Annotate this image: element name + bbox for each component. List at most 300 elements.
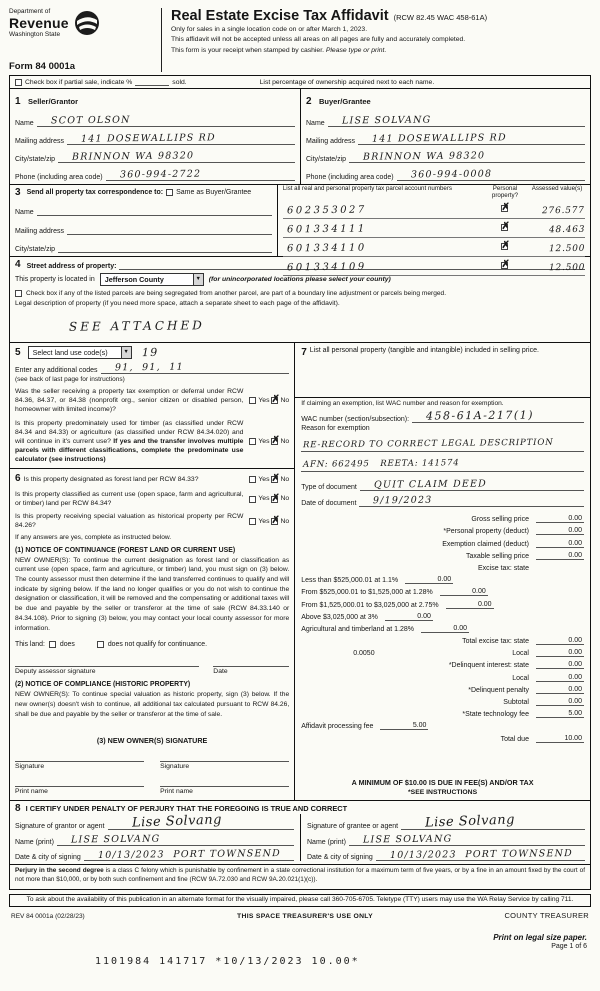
exemption-deferral-yesno bbox=[249, 387, 289, 415]
land-use-dropdown[interactable] bbox=[28, 346, 132, 359]
yes-label: Yes bbox=[258, 475, 270, 483]
fee-amount-value: 0.00 bbox=[472, 588, 486, 596]
fee-amount-field bbox=[536, 527, 584, 535]
fee-label: Local bbox=[512, 650, 529, 658]
deputy-signature-lines bbox=[15, 658, 289, 667]
print-note-block bbox=[9, 933, 591, 950]
seller-name-label: Name bbox=[15, 120, 34, 127]
forest-yes-checkbox[interactable] bbox=[249, 476, 256, 483]
additional-codes-field[interactable] bbox=[101, 362, 290, 374]
historic-property-question bbox=[15, 512, 289, 530]
checkbox-x-mark: ✗ bbox=[501, 220, 510, 232]
no-label: No bbox=[280, 495, 290, 503]
current-use-question bbox=[15, 490, 289, 508]
checkbox-x-mark: ✗ bbox=[501, 239, 510, 251]
fee-amount-field bbox=[421, 625, 469, 633]
page-title: Real Estate Excise Tax Affidavit bbox=[171, 8, 389, 24]
buyer-mailing-value: 141 DOSEWALLIPS RD bbox=[371, 132, 507, 145]
header-note-1: Only for sales in a single location code on or after March 1, 2023. bbox=[171, 26, 368, 33]
fee-amount-field bbox=[536, 674, 584, 682]
personal-property-checkbox[interactable] bbox=[501, 220, 510, 232]
fee-row bbox=[301, 682, 584, 694]
personal-property-checkbox[interactable] bbox=[501, 201, 510, 213]
grantee-date-city-field[interactable] bbox=[376, 849, 585, 861]
current-use-no-checkbox[interactable] bbox=[271, 492, 280, 504]
no-label: No bbox=[280, 517, 290, 525]
historic-no-checkbox[interactable] bbox=[271, 514, 280, 526]
forest-question-text: Is this property designated as forest land per RCW 84.33? bbox=[23, 476, 199, 484]
type-of-document-label: Type of document bbox=[301, 484, 357, 491]
timber-agriculture-yesno bbox=[249, 419, 289, 465]
notice-compliance-title: (2) NOTICE OF COMPLIANCE (HISTORIC PROPERTY) bbox=[15, 681, 191, 689]
county-selected-value: Jefferson County bbox=[104, 275, 164, 284]
grantor-print-name-label: Name (print) bbox=[15, 838, 54, 846]
fee-amount-value: 5.00 bbox=[568, 710, 582, 718]
personal-property-cell bbox=[484, 238, 526, 256]
dept-line1: Department of bbox=[9, 8, 51, 15]
exemption-deferral-question-text: Was the seller receiving a property tax exemption or deferral under RCW 84.36, 84.37, or 84.38 (nonprofit org., senior citizen or disabled person, homeowner with limited income)? bbox=[15, 388, 244, 414]
buyer-name-field[interactable] bbox=[328, 115, 585, 127]
yes-label: Yes bbox=[258, 397, 270, 405]
corr-city-label: City/state/zip bbox=[15, 245, 56, 253]
fee-row bbox=[301, 694, 584, 706]
timber-question-bold: If yes and the transfer involves multiple parcels with different classifications, complete the predominate use calculator (see instructions) bbox=[15, 437, 244, 464]
section-2-number: 2 bbox=[306, 96, 312, 107]
designation-section bbox=[10, 468, 294, 800]
owner-signature-field-1[interactable] bbox=[15, 752, 144, 762]
section-1-number: 1 bbox=[15, 96, 21, 107]
fee-label: Total due bbox=[500, 735, 529, 743]
owner-print-name-field-2[interactable] bbox=[160, 777, 289, 787]
assessed-value: 12.500 bbox=[548, 243, 586, 254]
yes-label: Yes bbox=[258, 517, 270, 525]
exemption-deferral-question bbox=[15, 387, 289, 415]
fee-label: *Personal property (deduct) bbox=[443, 528, 529, 536]
grantee-print-name-label: Name (print) bbox=[307, 838, 346, 846]
fee-amount-value: 0.00 bbox=[568, 637, 582, 645]
parcel-number-value: 601334109 bbox=[286, 261, 367, 274]
county-dropdown[interactable] bbox=[100, 273, 204, 286]
main-columns-row bbox=[10, 343, 590, 801]
grantee-signature-label: Signature of grantee or agent bbox=[307, 823, 399, 830]
forest-land-question-text bbox=[15, 472, 247, 486]
corr-mailing-field[interactable] bbox=[67, 226, 272, 235]
yes-label: Yes bbox=[258, 437, 270, 445]
grantor-certification bbox=[15, 814, 300, 861]
afn-field[interactable] bbox=[301, 453, 584, 472]
wac-number-label: WAC number (section/subsection): bbox=[301, 416, 410, 423]
parties-row bbox=[10, 89, 590, 185]
fee-label: Exemption claimed (deduct) bbox=[442, 540, 529, 548]
fee-prefix: 0.0050 bbox=[353, 650, 375, 658]
header-note-2: This affidavit will not be accepted unless all areas on all pages are fully and accurately completed. bbox=[171, 36, 466, 44]
checkbox-x-mark: ✗ bbox=[501, 201, 510, 213]
does-not-checkbox[interactable] bbox=[97, 641, 104, 648]
fee-amount-value: 0.00 bbox=[417, 612, 431, 620]
signature-label: Signature bbox=[160, 763, 190, 770]
fee-amount-value: 0.00 bbox=[437, 576, 452, 584]
owner-print-name-field-1[interactable] bbox=[15, 777, 144, 787]
assessed-values-header: Assessed value(s) bbox=[531, 185, 583, 192]
timber-yes-checkbox[interactable] bbox=[249, 438, 256, 445]
ownership-percentage-note: List percentage of ownership acquired next to each name. bbox=[259, 78, 435, 86]
assessed-value-field[interactable] bbox=[529, 219, 585, 237]
reason-exemption-value: RE-RECORD TO CORRECT LEGAL DESCRIPTION bbox=[303, 437, 554, 451]
personal-property-cell bbox=[484, 200, 526, 218]
fee-label: From $525,000.01 to $1,525,000 at 1.28% bbox=[301, 589, 433, 597]
header-note-3 bbox=[171, 47, 591, 55]
fee-label: Excise tax: state bbox=[478, 564, 529, 572]
parcel-numbers-header: List all real and personal property tax parcel account numbers bbox=[282, 185, 453, 192]
fee-row bbox=[301, 730, 584, 742]
fee-amount-value: 0.00 bbox=[568, 685, 582, 693]
grantor-date-city-field[interactable] bbox=[84, 849, 294, 861]
buyer-mailing-field[interactable] bbox=[358, 133, 585, 145]
grantee-print-name-field[interactable] bbox=[349, 834, 585, 846]
fee-amount-field bbox=[380, 722, 428, 730]
fee-label: Taxable selling price bbox=[465, 552, 529, 560]
sold-label: sold. bbox=[172, 78, 187, 86]
same-as-buyer-label: Same as Buyer/Grantee bbox=[176, 189, 252, 196]
notice-compliance-body: NEW OWNER(S): To continue special valuation as historic property, sign (3) below. If the new owner(s) doesn't wish to continue, all additional tax calculated pursuant to RCW 84.26, shall be due and payable by the seller or transferor at the time of sale. bbox=[15, 691, 290, 718]
chevron-down-icon[interactable]: ▼ bbox=[121, 347, 131, 358]
partial-percent-field[interactable] bbox=[135, 78, 169, 86]
personal-property-checkbox[interactable] bbox=[501, 258, 510, 270]
partial-sale-row bbox=[10, 76, 590, 89]
reason-exemption-label: Reason for exemption bbox=[301, 425, 370, 432]
additional-codes-label: Enter any additional codes bbox=[15, 367, 98, 374]
yes-label: Yes bbox=[258, 495, 270, 503]
segregated-checkbox[interactable] bbox=[15, 290, 22, 297]
grantee-date-city-value: 10/13/2023 PORT TOWNSEND bbox=[389, 848, 573, 861]
wac-number-field[interactable] bbox=[412, 409, 584, 423]
agency-block bbox=[9, 8, 161, 72]
assessed-value: 48.463 bbox=[548, 224, 586, 235]
grantee-certification bbox=[300, 814, 585, 861]
seller-title: Seller/Grantor bbox=[28, 97, 79, 106]
section-8-number: 8 bbox=[15, 803, 21, 814]
grantor-signature-field[interactable] bbox=[108, 814, 294, 830]
fee-row bbox=[301, 609, 584, 621]
assessed-value: 276.577 bbox=[542, 205, 586, 216]
land-use-section bbox=[10, 343, 294, 468]
type-of-document-value: QUIT CLAIM DEED bbox=[373, 478, 487, 491]
fee-amount-value: 0.00 bbox=[568, 539, 582, 547]
parcel-number-field[interactable] bbox=[283, 238, 481, 256]
section-6-number: 6 bbox=[15, 473, 21, 485]
checkbox-x-mark: ✗ bbox=[271, 394, 280, 406]
same-as-buyer-checkbox[interactable] bbox=[166, 189, 173, 196]
form-revision: REV 84 0001a (02/28/23) bbox=[11, 912, 85, 920]
buyer-mailing-label: Mailing address bbox=[306, 138, 356, 145]
fee-row bbox=[301, 535, 584, 547]
current-use-yesno bbox=[249, 490, 289, 508]
certification-title: I CERTIFY UNDER PENALTY OF PERJURY THAT THE FOREGOING IS TRUE AND CORRECT bbox=[25, 804, 348, 813]
buyer-section bbox=[300, 89, 590, 184]
no-label: No bbox=[280, 437, 290, 445]
corr-name-field[interactable] bbox=[37, 207, 272, 216]
parcel-number-value: 601334111 bbox=[286, 223, 367, 236]
minimum-due-note: A MINIMUM OF $10.00 IS DUE IN FEE(S) AND/OR TAX bbox=[351, 778, 534, 787]
fee-label: Total excise tax: state bbox=[462, 638, 529, 646]
fee-amount-field bbox=[405, 576, 453, 584]
seller-city-label: City/state/zip bbox=[15, 156, 56, 163]
signature-label: Signature bbox=[15, 763, 45, 770]
fee-row bbox=[301, 511, 584, 523]
fee-amount-field bbox=[536, 540, 584, 548]
reason-exemption-field[interactable] bbox=[301, 433, 584, 452]
deputy-signature-label: Deputy assessor signature bbox=[15, 668, 96, 676]
historic-yes-checkbox[interactable] bbox=[249, 518, 256, 525]
fee-amount-value: 0.00 bbox=[568, 527, 582, 535]
current-use-yes-checkbox[interactable] bbox=[249, 496, 256, 503]
grantee-date-city-label: Date & city of signing bbox=[307, 854, 373, 861]
parcel-table bbox=[277, 185, 590, 274]
header-note-3-italic: Please type or print. bbox=[325, 46, 387, 54]
fee-amount-field bbox=[536, 735, 584, 743]
seller-city-field[interactable] bbox=[58, 151, 295, 163]
fee-amount-field bbox=[536, 661, 584, 669]
fee-row bbox=[301, 645, 584, 657]
section-5-number: 5 bbox=[15, 347, 21, 358]
forest-no-checkbox[interactable] bbox=[271, 472, 280, 484]
fee-label: Subtotal bbox=[503, 699, 529, 706]
no-label: No bbox=[280, 475, 290, 483]
dept-line3: Washington State bbox=[9, 31, 61, 38]
buyer-phone-label: Phone (including area code) bbox=[306, 174, 394, 181]
grantee-signature-field[interactable] bbox=[401, 814, 585, 830]
exemption-deferral-no-checkbox[interactable] bbox=[271, 394, 280, 406]
grantor-date-city-value: 10/13/2023 PORT TOWNSEND bbox=[97, 848, 281, 861]
timber-agriculture-question-text bbox=[15, 419, 247, 465]
seller-phone-label: Phone (including area code) bbox=[15, 174, 103, 181]
exemption-block bbox=[301, 398, 584, 472]
fee-row bbox=[301, 596, 584, 608]
chevron-down-icon[interactable]: ▼ bbox=[193, 274, 203, 285]
seller-name-value: SCOT OLSON bbox=[50, 114, 131, 127]
fee-amount-value: 0.00 bbox=[568, 673, 582, 681]
fee-amount-field bbox=[536, 552, 584, 560]
corr-mailing-label: Mailing address bbox=[15, 227, 65, 235]
parcel-row bbox=[283, 238, 585, 257]
fee-amount-field bbox=[536, 649, 584, 657]
tax-section bbox=[294, 343, 590, 800]
assessed-value-field[interactable] bbox=[529, 238, 585, 256]
fee-amount-value: 0.00 bbox=[568, 698, 582, 705]
fee-amount-value: 0.00 bbox=[568, 661, 582, 669]
personal-property-cell bbox=[484, 219, 526, 237]
seller-phone-field[interactable] bbox=[106, 169, 295, 181]
new-owner-signature-block bbox=[15, 736, 289, 795]
title-block bbox=[161, 8, 591, 72]
checkbox-x-mark: ✗ bbox=[271, 434, 280, 446]
title-rcw-reference: (RCW 82.45 WAC 458-61A) bbox=[393, 13, 488, 22]
parcel-number-field[interactable] bbox=[283, 219, 481, 237]
legal-description-field[interactable] bbox=[57, 319, 585, 333]
form-header bbox=[9, 8, 591, 72]
parcel-row bbox=[283, 219, 585, 238]
legal-description-value: SEE ATTACHED bbox=[68, 318, 205, 334]
parcel-row bbox=[283, 200, 585, 219]
owner-signature-field-2[interactable] bbox=[160, 752, 289, 762]
print-legal-note: Print on legal size paper. bbox=[493, 932, 587, 942]
buyer-city-field[interactable] bbox=[349, 151, 585, 163]
buyer-title: Buyer/Grantee bbox=[319, 97, 371, 106]
forest-land-yesno bbox=[249, 472, 289, 486]
fee-row bbox=[301, 718, 584, 730]
fee-label: Affidavit processing fee bbox=[301, 723, 374, 731]
corr-name-label: Name bbox=[15, 209, 34, 217]
deputy-signature-field[interactable] bbox=[15, 658, 199, 667]
personal-property-checkbox[interactable] bbox=[501, 239, 510, 251]
corr-city-field[interactable] bbox=[58, 244, 272, 253]
fee-label: Gross selling price bbox=[471, 516, 529, 524]
fee-label: *State technology fee bbox=[462, 711, 529, 719]
does-checkbox[interactable] bbox=[49, 641, 56, 648]
fee-amount-field bbox=[440, 588, 488, 596]
timber-no-checkbox[interactable] bbox=[271, 434, 280, 446]
certification-section bbox=[10, 801, 590, 865]
deputy-date-field[interactable] bbox=[213, 658, 289, 667]
type-of-document-field[interactable] bbox=[360, 479, 584, 491]
timber-agriculture-question bbox=[15, 419, 289, 465]
print-name-label: Print name bbox=[160, 788, 193, 795]
fee-label: *Delinquent interest: state bbox=[448, 662, 529, 670]
fee-label: *Delinquent penalty bbox=[468, 686, 529, 694]
checkbox-x-mark: ✗ bbox=[501, 258, 510, 270]
revenue-logo-icon bbox=[74, 10, 100, 36]
minimum-due-block bbox=[301, 778, 584, 796]
page-number: Page 1 of 6 bbox=[551, 942, 587, 950]
this-land-row bbox=[15, 641, 289, 648]
fee-row bbox=[301, 560, 584, 572]
seller-city-value: BRINNON WA 98320 bbox=[72, 150, 195, 163]
parcel-number-value: 601334110 bbox=[286, 242, 367, 255]
land-use-dropdown-label: Select land use code(s) bbox=[32, 348, 108, 357]
cashier-receipt-stamp: 1101984 141717 *10/13/2023 10.00* bbox=[95, 955, 360, 967]
located-in-label: This property is located in bbox=[15, 276, 95, 283]
personal-property-list-field[interactable] bbox=[301, 359, 584, 397]
if-yes-note: If any answers are yes, complete as instructed below. bbox=[15, 533, 172, 541]
wac-number-value: 458-61A-217(1) bbox=[426, 408, 535, 423]
historic-yesno bbox=[249, 512, 289, 530]
checkbox-x-mark: ✗ bbox=[271, 492, 280, 504]
does-label: does bbox=[59, 641, 75, 649]
buyer-city-label: City/state/zip bbox=[306, 156, 347, 163]
date-of-document-value: 9/19/2023 bbox=[373, 494, 434, 507]
county-note: (for unincorporated locations please select your county) bbox=[208, 276, 391, 283]
county-treasurer-label: COUNTY TREASURER bbox=[504, 910, 589, 920]
print-name-label: Print name bbox=[15, 788, 48, 795]
correspondence-title: Send all property tax correspondence to: bbox=[26, 189, 164, 196]
grantee-signature-value: Lise Solvang bbox=[424, 812, 516, 831]
see-back-note: (see back of last page for instructions) bbox=[15, 376, 125, 383]
personal-property-list-label: List all personal property (tangible and intangible) included in selling price. bbox=[309, 347, 539, 354]
fee-amount-value: 0.00 bbox=[568, 515, 582, 523]
fee-label: Local bbox=[512, 674, 529, 682]
header-note-3-text: This form is your receipt when stamped by cashier. bbox=[171, 46, 324, 54]
fee-amount-value: 10.00 bbox=[564, 734, 582, 742]
street-address-label: Street address of property: bbox=[26, 263, 117, 270]
fee-amount-value: 0.00 bbox=[453, 624, 468, 632]
dept-line2: Revenue bbox=[9, 15, 69, 31]
fee-amount-field bbox=[446, 601, 494, 609]
fee-amount-value: 0.00 bbox=[568, 649, 582, 657]
perjury-text: is a class C felony which is punishable by confinement in a state correctional institution for a maximum term of five years, or by a fine in an amount fixed by the court of not more than $10,000, or by both such confinement and fine (RCW 9A.72.030 and RCW 9A.20.021(1)(c)). bbox=[15, 867, 585, 883]
additional-codes-value: 91, 91, 11 bbox=[114, 361, 184, 374]
grantor-signature-value: Lise Solvang bbox=[131, 812, 222, 831]
grantor-date-city-label: Date & city of signing bbox=[15, 854, 81, 861]
parcel-number-field[interactable] bbox=[283, 200, 481, 218]
fee-amount-value: 0.00 bbox=[568, 551, 582, 559]
assessed-value-field[interactable] bbox=[529, 200, 585, 218]
date-of-document-label: Date of document bbox=[301, 500, 357, 507]
exemption-deferral-yes-checkbox[interactable] bbox=[249, 397, 256, 404]
partial-sale-label: Check box if partial sale, indicate % bbox=[25, 78, 133, 86]
land-use-code-value: 19 bbox=[141, 345, 159, 360]
notice-continuance-title: (1) NOTICE OF CONTINUANCE (FOREST LAND OR CURRENT USE) bbox=[15, 546, 236, 554]
seller-mailing-field[interactable] bbox=[67, 133, 295, 145]
grantor-print-name-field[interactable] bbox=[57, 834, 294, 846]
footer-row bbox=[9, 911, 591, 920]
partial-sale-checkbox[interactable] bbox=[15, 79, 22, 86]
fee-amount-field bbox=[536, 686, 584, 694]
buyer-phone-field[interactable] bbox=[397, 169, 585, 181]
fee-label: Agricultural and timberland at 1.28% bbox=[301, 625, 415, 633]
assessed-value: 12.500 bbox=[548, 262, 586, 273]
fee-amount-field bbox=[536, 515, 584, 523]
document-rows bbox=[301, 475, 584, 507]
fee-table bbox=[301, 511, 584, 743]
fee-row bbox=[301, 669, 584, 681]
fee-row bbox=[301, 523, 584, 535]
section-7-number: 7 bbox=[301, 347, 307, 358]
fee-label: Above $3,025,000 at 3% bbox=[301, 613, 378, 621]
seller-name-field[interactable] bbox=[37, 115, 295, 127]
checkbox-x-mark: ✗ bbox=[271, 472, 280, 484]
checkbox-x-mark: ✗ bbox=[271, 514, 280, 526]
personal-property-header: Personal property? bbox=[491, 185, 519, 199]
fee-amount-value: 5.00 bbox=[412, 722, 427, 730]
new-owner-signature-title: (3) NEW OWNER(S) SIGNATURE bbox=[96, 736, 208, 745]
section-4-number: 4 bbox=[15, 259, 21, 270]
forest-land-question bbox=[15, 472, 289, 486]
fee-row bbox=[301, 572, 584, 584]
fee-label: From $1,525,000.01 to $3,025,000 at 2.75% bbox=[301, 601, 439, 609]
parcel-number-value: 602353027 bbox=[286, 204, 367, 217]
perjury-notice bbox=[10, 865, 590, 889]
fee-amount-field bbox=[536, 710, 584, 718]
this-land-label: This land: bbox=[15, 641, 45, 649]
form-number: Form 84 0001a bbox=[9, 61, 76, 72]
fee-row bbox=[301, 633, 584, 645]
seller-mailing-value: 141 DOSEWALLIPS RD bbox=[80, 132, 216, 145]
afn-value: AFN: 662495 REETA: 141574 bbox=[303, 458, 460, 470]
agency-name bbox=[9, 8, 69, 38]
fee-row bbox=[301, 548, 584, 560]
historic-property-question-text: Is this property receiving special valuation as historical property per RCW 84.26? bbox=[15, 513, 244, 530]
fee-amount-value: 0.00 bbox=[477, 600, 492, 608]
fee-label: Less than $525,000.01 at 1.1% bbox=[301, 577, 399, 585]
current-use-question-text: Is this property classified as current use (open space, farm and agricultural, or timber) land per RCW 84.34? bbox=[15, 490, 244, 508]
date-of-document-field[interactable] bbox=[359, 495, 584, 507]
seller-section bbox=[10, 89, 300, 184]
buyer-name-label: Name bbox=[306, 120, 325, 127]
fee-row bbox=[301, 706, 584, 718]
treasurer-space-label: THIS SPACE TREASURER'S USE ONLY bbox=[237, 912, 373, 920]
accessibility-notice: To ask about the availability of this publication in an alternate format for the visually impaired, please call 360-705-6705. Teletype (TTY) users may use the WA Relay Service by calling 711. bbox=[9, 894, 591, 907]
no-label: No bbox=[280, 397, 290, 405]
